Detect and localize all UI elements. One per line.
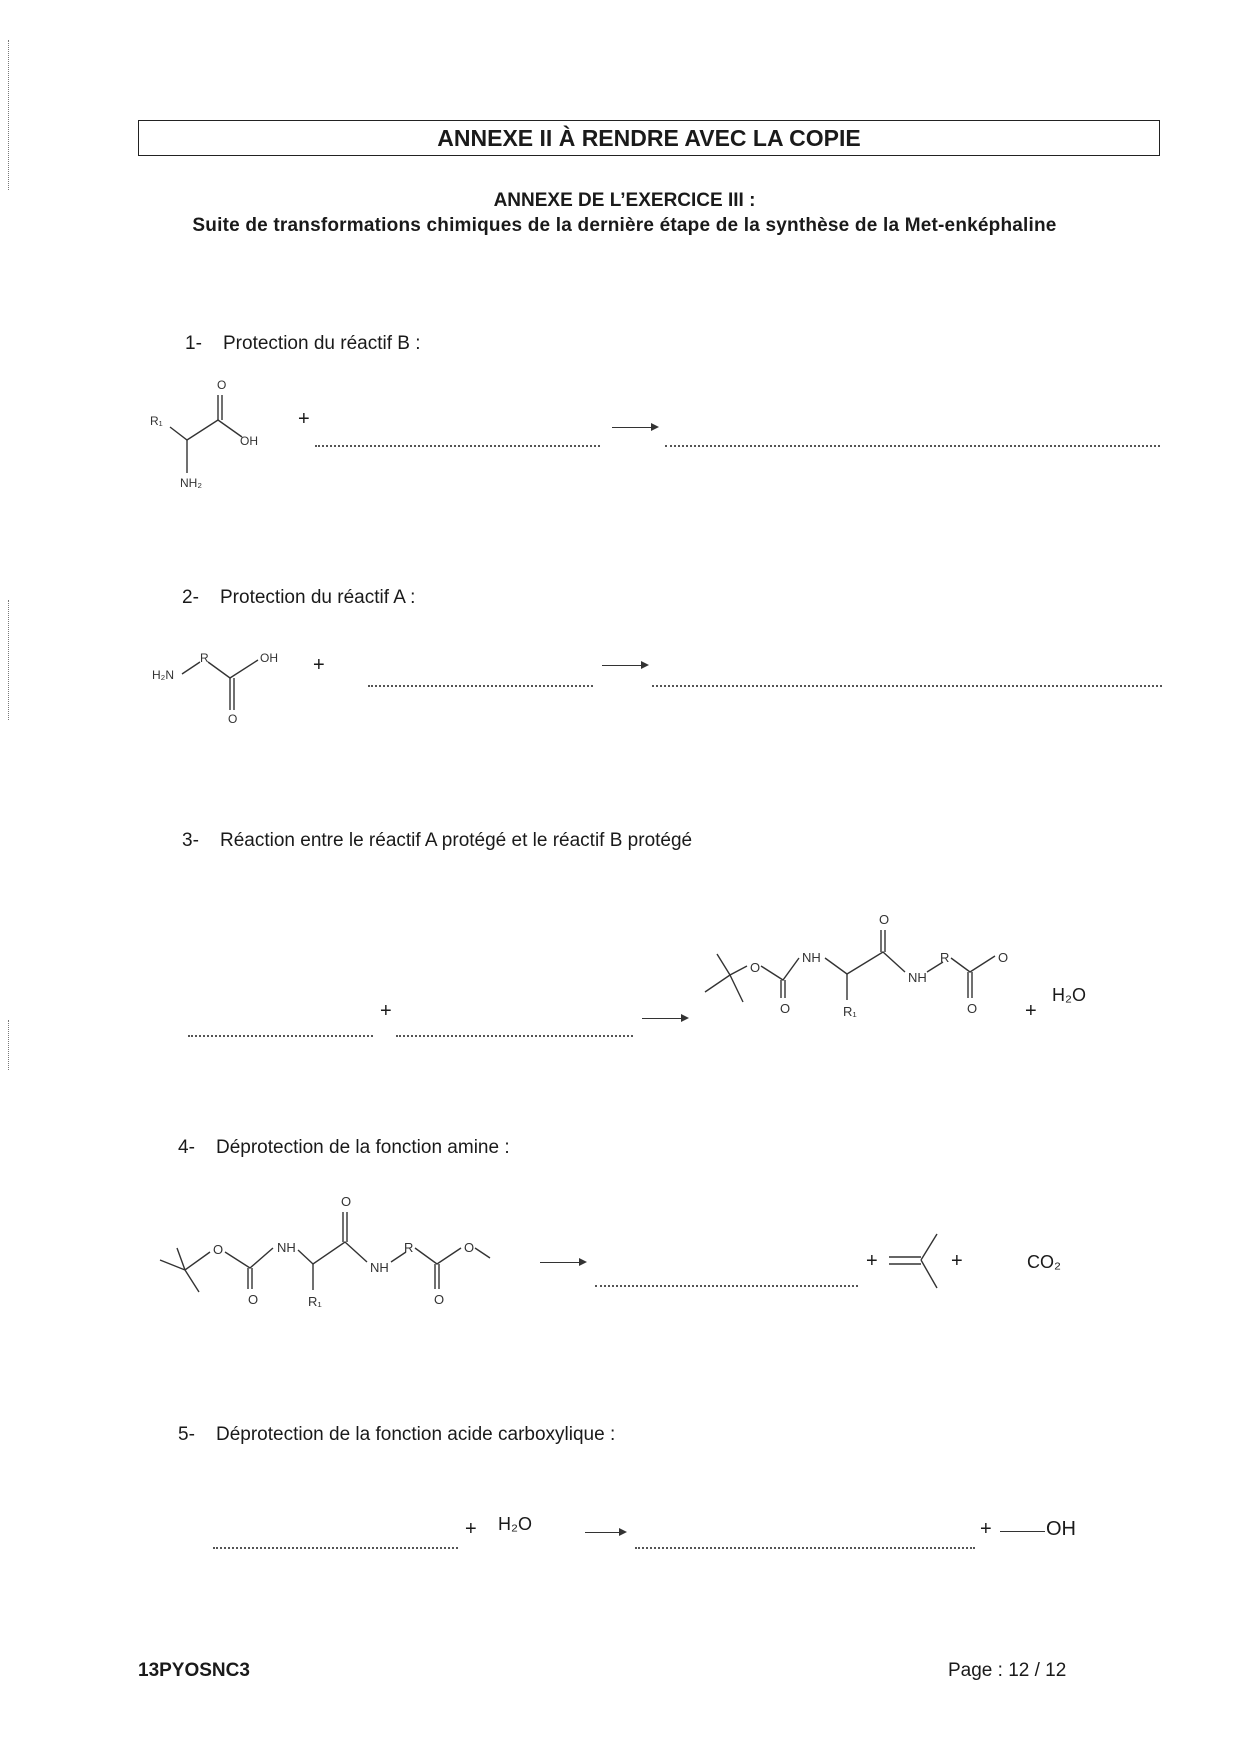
reaction-arrow: [642, 1018, 687, 1019]
oxygen-label: O: [879, 912, 890, 927]
nh-label: NH: [908, 970, 927, 985]
carbonyl-bond: [230, 678, 234, 710]
carbonyl-bond: [435, 1264, 439, 1289]
carbonyl-bond: [781, 980, 785, 998]
answer-line-reagent: [368, 685, 593, 687]
amine-label: NH₂: [180, 476, 202, 490]
step-number: 2-: [182, 587, 199, 608]
nh-label: NH: [277, 1240, 296, 1255]
step-label: Déprotection de la fonction acide carboxylique :: [216, 1424, 616, 1445]
ester-oxygen-label: O: [213, 1242, 224, 1257]
step-label: Déprotection de la fonction amine :: [216, 1137, 510, 1158]
step-1-heading: [185, 333, 421, 355]
page-number: Page : 12 / 12: [948, 1660, 1067, 1681]
reaction-arrow: [612, 427, 657, 428]
step-5-heading: [178, 1424, 615, 1446]
step-3-heading: [182, 830, 692, 852]
nh-label: NH: [370, 1260, 389, 1275]
carbonyl-bond: [343, 1212, 347, 1242]
plus-sign: +: [951, 1250, 963, 1272]
tert-butyl-bonds: [160, 1248, 210, 1292]
r-label: R: [200, 651, 209, 665]
backbone-bonds: [927, 956, 995, 972]
reactant-a-structure: [150, 648, 290, 728]
r1-label: R₁: [308, 1294, 322, 1309]
margin-scan-mark: [8, 1020, 10, 1070]
margin-scan-mark: [8, 40, 10, 190]
step-label: Réaction entre le réactif A protégé et le réactif B protégé: [220, 830, 693, 851]
exercise-subtitle: ANNEXE DE L’EXERCICE III :: [493, 190, 756, 211]
answer-line-reactant: [213, 1547, 458, 1549]
synthesis-subtitle: Suite de transformations chimiques de la dernière étape de la synthèse de la Met-enképhaline: [192, 215, 1057, 236]
plus-sign: +: [298, 408, 310, 430]
step-2-heading: [182, 587, 415, 609]
ester-oxygen-label: O: [464, 1240, 475, 1255]
oxygen-label: O: [341, 1194, 352, 1209]
plus-sign: +: [465, 1518, 477, 1540]
ester-oxygen-label: O: [750, 960, 761, 975]
step-number: 3-: [182, 830, 199, 851]
annex-title-box: [138, 120, 1160, 156]
margin-scan-mark: [8, 600, 10, 720]
step-number: 4-: [178, 1137, 195, 1158]
r-label: R: [404, 1240, 414, 1255]
answer-line-protected-a: [188, 1035, 373, 1037]
carbonyl-bond: [881, 930, 885, 952]
backbone-bonds: [825, 952, 905, 974]
backbone-bonds: [298, 1242, 367, 1264]
ester-oxygen-label: O: [998, 950, 1009, 965]
h2n-label: H₂N: [152, 668, 174, 682]
plus-sign: +: [866, 1250, 878, 1272]
step-number: 1-: [185, 333, 202, 354]
bond-chain: [182, 660, 258, 678]
r1-label: R₁: [150, 414, 163, 428]
exam-code: 13PYOSNC3: [138, 1660, 250, 1681]
water-product: H₂O: [1052, 985, 1086, 1005]
oxygen-label: O: [228, 712, 238, 726]
plus-sign: +: [313, 654, 325, 676]
reaction-arrow: [540, 1262, 585, 1263]
reaction-arrow: [602, 665, 647, 666]
oxygen-label: O: [217, 378, 227, 392]
oxygen-label: O: [780, 1001, 791, 1016]
isobutene-structure: [885, 1230, 945, 1292]
methanol-hydroxyl: OH: [1046, 1518, 1076, 1540]
reaction-arrow: [585, 1532, 625, 1533]
step-number: 5-: [178, 1424, 195, 1445]
answer-line-protected-b: [396, 1035, 633, 1037]
methanol-bond: [1000, 1531, 1045, 1532]
plus-sign: +: [380, 1000, 392, 1022]
step-4-heading: [178, 1137, 510, 1159]
dipeptide-structure: [695, 910, 1035, 1030]
oxygen-label: O: [248, 1292, 259, 1307]
bond-chain: [170, 420, 242, 440]
nh-label: NH: [802, 950, 821, 965]
methyl-bonds: [921, 1234, 937, 1288]
carbonyl-bond: [248, 1268, 252, 1289]
answer-line-product: [652, 685, 1162, 687]
answer-line-product: [665, 445, 1160, 447]
answer-line-reagent: [315, 445, 600, 447]
r1-label: R₁: [843, 1004, 857, 1019]
double-bond: [889, 1257, 921, 1264]
plus-sign: +: [1025, 1000, 1037, 1022]
carbamate-bonds: [225, 1248, 273, 1268]
answer-line-product: [635, 1547, 975, 1549]
hydroxyl-label: OH: [260, 651, 278, 665]
carbamate-bonds: [761, 958, 799, 980]
oxygen-label: O: [434, 1292, 445, 1307]
carbonyl-bond: [968, 972, 972, 998]
annex-title: ANNEXE II À RENDRE AVEC LA COPIE: [437, 124, 861, 151]
step-label: Protection du réactif B :: [223, 333, 421, 354]
step-label: Protection du réactif A :: [220, 587, 416, 608]
water-reactant: H₂O: [498, 1514, 532, 1534]
hydroxyl-label: OH: [240, 434, 258, 448]
oxygen-label: O: [967, 1001, 978, 1016]
answer-line-product: [595, 1285, 858, 1287]
r-label: R: [940, 950, 950, 965]
reactant-b-structure: [145, 375, 275, 490]
tert-butyl-bonds: [705, 954, 747, 1002]
plus-sign: +: [980, 1518, 992, 1540]
carbon-dioxide-product: CO₂: [1027, 1252, 1061, 1272]
protected-dipeptide-structure: [155, 1192, 505, 1312]
carbonyl-bond: [218, 395, 222, 420]
